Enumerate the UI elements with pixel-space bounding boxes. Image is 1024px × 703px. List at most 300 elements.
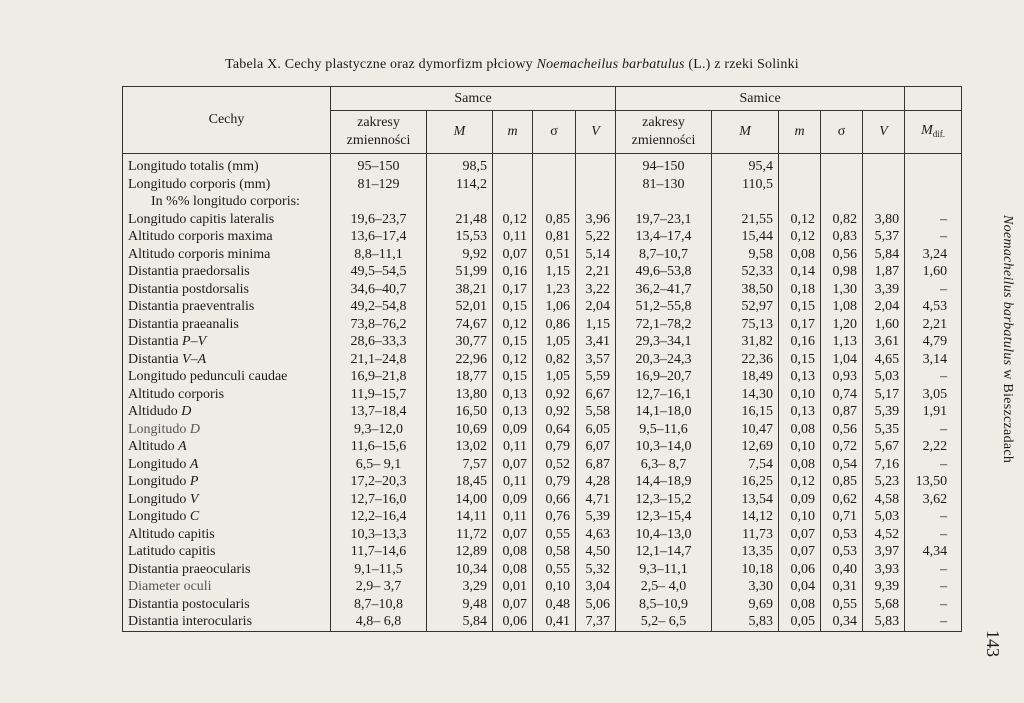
- cell-fM: 22,36: [712, 351, 779, 369]
- cell-fs: 0,82: [821, 211, 863, 229]
- cell-fM: 52,97: [712, 298, 779, 316]
- cell-fM: 12,69: [712, 438, 779, 456]
- cell-name: In %% longitudo corporis:: [123, 193, 331, 211]
- cell-fV: 1,87: [863, 263, 905, 281]
- table-row: [123, 368, 962, 386]
- cell-mM: 21,48: [427, 211, 493, 229]
- cell-ms: 0,85: [533, 211, 576, 229]
- cell-fr: 10,4–13,0: [616, 526, 712, 544]
- cell-d: –: [905, 421, 962, 439]
- cell-mV: [576, 193, 616, 211]
- cell-d: 1,91: [905, 403, 962, 421]
- cell-mm: 0,15: [493, 333, 533, 351]
- cell-fV: 5,68: [863, 596, 905, 614]
- cell-fV: 3,61: [863, 333, 905, 351]
- cell-fM: 31,82: [712, 333, 779, 351]
- cell-fs: 1,13: [821, 333, 863, 351]
- cell-mM: [427, 193, 493, 211]
- cell-name: Distantia P–V: [123, 333, 331, 351]
- cell-fm: 0,10: [779, 508, 821, 526]
- table-header: [123, 87, 962, 154]
- cell-mm: 0,15: [493, 368, 533, 386]
- table-row: [123, 578, 962, 596]
- cell-mm: 0,17: [493, 281, 533, 299]
- cell-name: Distantia V–A: [123, 351, 331, 369]
- cell-d: –: [905, 368, 962, 386]
- cell-fs: 0,56: [821, 246, 863, 264]
- table-row: [123, 298, 962, 316]
- cell-fV: 5,83: [863, 613, 905, 632]
- cell-fm: 0,07: [779, 543, 821, 561]
- cell-fr: 16,9–20,7: [616, 368, 712, 386]
- cell-mm: 0,08: [493, 561, 533, 579]
- cell-fm: 0,06: [779, 561, 821, 579]
- cell-mm: 0,11: [493, 438, 533, 456]
- cell-mM: 12,89: [427, 543, 493, 561]
- cell-fs: 0,62: [821, 491, 863, 509]
- cell-fs: 1,20: [821, 316, 863, 334]
- running-header-rest: w Bieszczadach: [1000, 369, 1015, 464]
- cell-fV: 4,58: [863, 491, 905, 509]
- cell-d: –: [905, 228, 962, 246]
- cell-mM: 9,48: [427, 596, 493, 614]
- cell-fm: 0,10: [779, 438, 821, 456]
- cell-fr: 12,1–14,7: [616, 543, 712, 561]
- cell-name: Altidudo D: [123, 403, 331, 421]
- cell-fM: 10,18: [712, 561, 779, 579]
- caption-prefix: Tabela X. Cechy plastyczne oraz dymorfizm płciowy: [225, 57, 533, 72]
- cell-ms: 0,55: [533, 561, 576, 579]
- cell-ms: 0,86: [533, 316, 576, 334]
- cell-d: 2,21: [905, 316, 962, 334]
- cell-mr: 73,8–76,2: [331, 316, 427, 334]
- cell-fM: 21,55: [712, 211, 779, 229]
- cell-mM: 18,77: [427, 368, 493, 386]
- cell-fm: 0,08: [779, 596, 821, 614]
- cell-fs: [821, 176, 863, 194]
- cell-fs: 0,54: [821, 456, 863, 474]
- table-row: [123, 246, 962, 264]
- cell-fV: 3,80: [863, 211, 905, 229]
- cell-fr: 6,3– 8,7: [616, 456, 712, 474]
- cell-mr: 8,8–11,1: [331, 246, 427, 264]
- cell-mr: 6,5– 9,1: [331, 456, 427, 474]
- cell-mr: 10,3–13,3: [331, 526, 427, 544]
- cell-fm: [779, 176, 821, 194]
- cell-ms: 0,92: [533, 403, 576, 421]
- cell-mV: 5,32: [576, 561, 616, 579]
- caption-species: Noemacheilus barbatulus: [536, 57, 685, 72]
- cell-fr: 13,4–17,4: [616, 228, 712, 246]
- cell-mm: [493, 154, 533, 176]
- cell-name: Longitudo P: [123, 473, 331, 491]
- cell-ms: 0,48: [533, 596, 576, 614]
- cell-fm: 0,04: [779, 578, 821, 596]
- cell-fr: 94–150: [616, 154, 712, 176]
- cell-fM: 38,50: [712, 281, 779, 299]
- cell-fs: 0,71: [821, 508, 863, 526]
- cell-fm: 0,16: [779, 333, 821, 351]
- cell-ms: 0,66: [533, 491, 576, 509]
- cell-mM: 38,21: [427, 281, 493, 299]
- table-row: [123, 154, 962, 176]
- cell-mM: 51,99: [427, 263, 493, 281]
- cell-fV: 5,67: [863, 438, 905, 456]
- cell-mm: 0,11: [493, 508, 533, 526]
- cell-ms: 1,05: [533, 368, 576, 386]
- cell-name: Altitudo corporis minima: [123, 246, 331, 264]
- cell-mV: 3,22: [576, 281, 616, 299]
- cell-fm: [779, 154, 821, 176]
- cell-fr: 5,2– 6,5: [616, 613, 712, 632]
- table-row: [123, 333, 962, 351]
- cell-ms: 0,55: [533, 526, 576, 544]
- cell-mM: 10,34: [427, 561, 493, 579]
- table-row: [123, 386, 962, 404]
- cell-mm: 0,16: [493, 263, 533, 281]
- table-row: [123, 543, 962, 561]
- cell-ms: 1,23: [533, 281, 576, 299]
- cell-fs: 0,93: [821, 368, 863, 386]
- cell-fM: 75,13: [712, 316, 779, 334]
- cell-ms: [533, 154, 576, 176]
- running-header: [975, 215, 1015, 485]
- cell-mm: 0,15: [493, 298, 533, 316]
- table-row: [123, 526, 962, 544]
- header-V-female: V: [863, 111, 905, 154]
- cell-fM: 3,30: [712, 578, 779, 596]
- cell-fs: 0,98: [821, 263, 863, 281]
- cell-fs: 0,85: [821, 473, 863, 491]
- cell-name: Distantia interocularis: [123, 613, 331, 632]
- cell-fM: 13,54: [712, 491, 779, 509]
- cell-fV: [863, 176, 905, 194]
- cell-mr: [331, 193, 427, 211]
- cell-mM: 3,29: [427, 578, 493, 596]
- cell-fm: 0,08: [779, 456, 821, 474]
- cell-name: Longitudo capitis lateralis: [123, 211, 331, 229]
- caption-suffix: (L.) z rzeki Solinki: [688, 57, 799, 72]
- cell-mV: 7,37: [576, 613, 616, 632]
- page-number: 143: [983, 630, 1003, 657]
- cell-fM: 9,58: [712, 246, 779, 264]
- table-row: [123, 491, 962, 509]
- cell-fV: 3,39: [863, 281, 905, 299]
- table-row: [123, 281, 962, 299]
- cell-d: –: [905, 526, 962, 544]
- cell-ms: 0,82: [533, 351, 576, 369]
- cell-mr: 11,6–15,6: [331, 438, 427, 456]
- cell-fV: 5,37: [863, 228, 905, 246]
- cell-fr: 8,5–10,9: [616, 596, 712, 614]
- cell-fV: 2,04: [863, 298, 905, 316]
- cell-fs: 0,56: [821, 421, 863, 439]
- cell-mm: [493, 176, 533, 194]
- cell-d: [905, 176, 962, 194]
- cell-fm: 0,12: [779, 228, 821, 246]
- cell-mm: 0,08: [493, 543, 533, 561]
- cell-fM: 15,44: [712, 228, 779, 246]
- cell-mr: 49,5–54,5: [331, 263, 427, 281]
- cell-ms: 0,41: [533, 613, 576, 632]
- cell-fV: 5,23: [863, 473, 905, 491]
- cell-fr: 20,3–24,3: [616, 351, 712, 369]
- cell-mV: 4,71: [576, 491, 616, 509]
- cell-mM: 13,80: [427, 386, 493, 404]
- cell-fM: 9,69: [712, 596, 779, 614]
- running-header-species: Noemacheilus barbatulus: [1000, 215, 1015, 366]
- cell-d: 4,79: [905, 333, 962, 351]
- cell-fV: 4,65: [863, 351, 905, 369]
- cell-mr: 2,9– 3,7: [331, 578, 427, 596]
- cell-name: Altitudo corporis: [123, 386, 331, 404]
- cell-name: Longitudo A: [123, 456, 331, 474]
- cell-mV: [576, 154, 616, 176]
- cell-mm: 0,09: [493, 421, 533, 439]
- cell-mV: 2,04: [576, 298, 616, 316]
- cell-fV: 5,03: [863, 368, 905, 386]
- table-row: [123, 561, 962, 579]
- cell-ms: 0,92: [533, 386, 576, 404]
- cell-mr: 17,2–20,3: [331, 473, 427, 491]
- cell-fr: 9,3–11,1: [616, 561, 712, 579]
- cell-mM: 15,53: [427, 228, 493, 246]
- cell-fr: 12,3–15,4: [616, 508, 712, 526]
- cell-d: –: [905, 508, 962, 526]
- cell-fs: 1,08: [821, 298, 863, 316]
- cell-mM: 5,84: [427, 613, 493, 632]
- table-row: [123, 316, 962, 334]
- cell-mV: 6,67: [576, 386, 616, 404]
- cell-mM: 74,67: [427, 316, 493, 334]
- header-samice: Samice: [616, 87, 905, 111]
- cell-fV: 9,39: [863, 578, 905, 596]
- cell-mV: 3,96: [576, 211, 616, 229]
- cell-mV: 5,58: [576, 403, 616, 421]
- cell-mr: 12,2–16,4: [331, 508, 427, 526]
- cell-ms: 0,79: [533, 473, 576, 491]
- cell-mM: 98,5: [427, 154, 493, 176]
- table-row: [123, 421, 962, 439]
- table-row: [123, 473, 962, 491]
- cell-fr: 29,3–34,1: [616, 333, 712, 351]
- cell-mr: 9,1–11,5: [331, 561, 427, 579]
- cell-fs: 1,04: [821, 351, 863, 369]
- cell-fr: 12,7–16,1: [616, 386, 712, 404]
- cell-fM: 14,30: [712, 386, 779, 404]
- cell-mV: 6,07: [576, 438, 616, 456]
- cell-fm: 0,13: [779, 403, 821, 421]
- cell-fs: 0,31: [821, 578, 863, 596]
- cell-fV: 5,35: [863, 421, 905, 439]
- cell-fM: 11,73: [712, 526, 779, 544]
- cell-name: Longitudo C: [123, 508, 331, 526]
- cell-name: Longitudo pedunculi caudae: [123, 368, 331, 386]
- cell-d: 3,62: [905, 491, 962, 509]
- cell-mM: 14,11: [427, 508, 493, 526]
- cell-fV: 5,03: [863, 508, 905, 526]
- cell-fV: 3,97: [863, 543, 905, 561]
- cell-mV: 6,87: [576, 456, 616, 474]
- cell-name: Diameter oculi: [123, 578, 331, 596]
- cell-d: [905, 193, 962, 211]
- cell-name: Distantia praeocularis: [123, 561, 331, 579]
- cell-fs: 0,53: [821, 543, 863, 561]
- cell-fM: 7,54: [712, 456, 779, 474]
- cell-d: –: [905, 456, 962, 474]
- cell-name: Longitudo V: [123, 491, 331, 509]
- cell-fr: [616, 193, 712, 211]
- cell-fM: 16,25: [712, 473, 779, 491]
- cell-fM: 52,33: [712, 263, 779, 281]
- cell-d: –: [905, 561, 962, 579]
- table-row: [123, 193, 962, 211]
- cell-mm: 0,12: [493, 351, 533, 369]
- measurements-table: [122, 86, 962, 632]
- cell-d: –: [905, 281, 962, 299]
- cell-mV: 4,63: [576, 526, 616, 544]
- cell-fV: 4,52: [863, 526, 905, 544]
- cell-mr: 34,6–40,7: [331, 281, 427, 299]
- cell-fM: 110,5: [712, 176, 779, 194]
- cell-mr: 49,2–54,8: [331, 298, 427, 316]
- cell-mm: 0,12: [493, 316, 533, 334]
- cell-name: Distantia postdorsalis: [123, 281, 331, 299]
- table-row: [123, 176, 962, 194]
- cell-mV: 5,22: [576, 228, 616, 246]
- table-row: [123, 508, 962, 526]
- cell-ms: 0,51: [533, 246, 576, 264]
- cell-ms: 0,10: [533, 578, 576, 596]
- cell-mM: 114,2: [427, 176, 493, 194]
- cell-fr: 9,5–11,6: [616, 421, 712, 439]
- header-range-female: zakresy zmienności: [616, 111, 712, 154]
- cell-fM: 16,15: [712, 403, 779, 421]
- cell-d: 4,34: [905, 543, 962, 561]
- header-m-male: m: [493, 111, 533, 154]
- table-row: [123, 456, 962, 474]
- cell-mV: 5,59: [576, 368, 616, 386]
- cell-fs: 0,55: [821, 596, 863, 614]
- cell-mV: 6,05: [576, 421, 616, 439]
- cell-fs: 0,53: [821, 526, 863, 544]
- cell-mM: 22,96: [427, 351, 493, 369]
- cell-fs: [821, 193, 863, 211]
- cell-fm: 0,08: [779, 246, 821, 264]
- cell-mm: 0,07: [493, 246, 533, 264]
- cell-d: [905, 154, 962, 176]
- header-V-male: V: [576, 111, 616, 154]
- table-row: [123, 438, 962, 456]
- cell-mm: [493, 193, 533, 211]
- cell-fs: [821, 154, 863, 176]
- cell-mm: 0,09: [493, 491, 533, 509]
- cell-ms: 1,05: [533, 333, 576, 351]
- cell-mM: 11,72: [427, 526, 493, 544]
- cell-mM: 52,01: [427, 298, 493, 316]
- cell-fm: 0,10: [779, 386, 821, 404]
- cell-fm: 0,13: [779, 368, 821, 386]
- cell-mr: 8,7–10,8: [331, 596, 427, 614]
- cell-fV: 5,17: [863, 386, 905, 404]
- header-samce: Samce: [331, 87, 616, 111]
- cell-mr: 11,9–15,7: [331, 386, 427, 404]
- cell-mV: 3,41: [576, 333, 616, 351]
- cell-name: Longitudo corporis (mm): [123, 176, 331, 194]
- cell-d: –: [905, 596, 962, 614]
- cell-fs: 1,30: [821, 281, 863, 299]
- cell-mM: 18,45: [427, 473, 493, 491]
- table-row: [123, 263, 962, 281]
- cell-mV: 2,21: [576, 263, 616, 281]
- cell-ms: 1,15: [533, 263, 576, 281]
- cell-ms: 0,76: [533, 508, 576, 526]
- cell-mm: 0,13: [493, 386, 533, 404]
- cell-mm: 0,13: [493, 403, 533, 421]
- cell-mm: 0,12: [493, 211, 533, 229]
- cell-name: Altitudo A: [123, 438, 331, 456]
- cell-ms: 0,64: [533, 421, 576, 439]
- cell-fs: 0,74: [821, 386, 863, 404]
- cell-fr: 51,2–55,8: [616, 298, 712, 316]
- table-caption: [0, 57, 1024, 73]
- cell-mr: 4,8– 6,8: [331, 613, 427, 632]
- cell-mr: 16,9–21,8: [331, 368, 427, 386]
- cell-fr: 14,4–18,9: [616, 473, 712, 491]
- table-row: [123, 211, 962, 229]
- cell-fV: 3,93: [863, 561, 905, 579]
- cell-mV: 3,57: [576, 351, 616, 369]
- cell-fr: 8,7–10,7: [616, 246, 712, 264]
- table-row: [123, 403, 962, 421]
- cell-mM: 30,77: [427, 333, 493, 351]
- cell-mm: 0,11: [493, 228, 533, 246]
- cell-fr: 81–130: [616, 176, 712, 194]
- header-mdif: $M_{dif.}$: [905, 111, 962, 154]
- cell-mM: 13,02: [427, 438, 493, 456]
- cell-fm: 0,05: [779, 613, 821, 632]
- header-sigma-male: σ: [533, 111, 576, 154]
- cell-fM: 95,4: [712, 154, 779, 176]
- cell-d: 13,50: [905, 473, 962, 491]
- cell-mV: 5,39: [576, 508, 616, 526]
- cell-fs: 0,34: [821, 613, 863, 632]
- cell-mV: 4,28: [576, 473, 616, 491]
- header-M-male: M: [427, 111, 493, 154]
- cell-name: Distantia praedorsalis: [123, 263, 331, 281]
- cell-fr: 12,3–15,2: [616, 491, 712, 509]
- cell-mm: 0,11: [493, 473, 533, 491]
- cell-ms: 0,58: [533, 543, 576, 561]
- cell-mM: 14,00: [427, 491, 493, 509]
- cell-ms: 0,79: [533, 438, 576, 456]
- cell-fr: 49,6–53,8: [616, 263, 712, 281]
- cell-fr: 14,1–18,0: [616, 403, 712, 421]
- cell-name: Altitudo corporis maxima: [123, 228, 331, 246]
- cell-fm: 0,15: [779, 351, 821, 369]
- cell-fM: 18,49: [712, 368, 779, 386]
- cell-mV: 1,15: [576, 316, 616, 334]
- cell-name: Distantia praeventralis: [123, 298, 331, 316]
- cell-mm: 0,07: [493, 456, 533, 474]
- cell-fm: 0,12: [779, 473, 821, 491]
- cell-fm: 0,14: [779, 263, 821, 281]
- cell-mr: 19,6–23,7: [331, 211, 427, 229]
- header-cechy: Cechy: [123, 87, 331, 154]
- table-row: [123, 596, 962, 614]
- cell-fV: [863, 193, 905, 211]
- cell-fM: 10,47: [712, 421, 779, 439]
